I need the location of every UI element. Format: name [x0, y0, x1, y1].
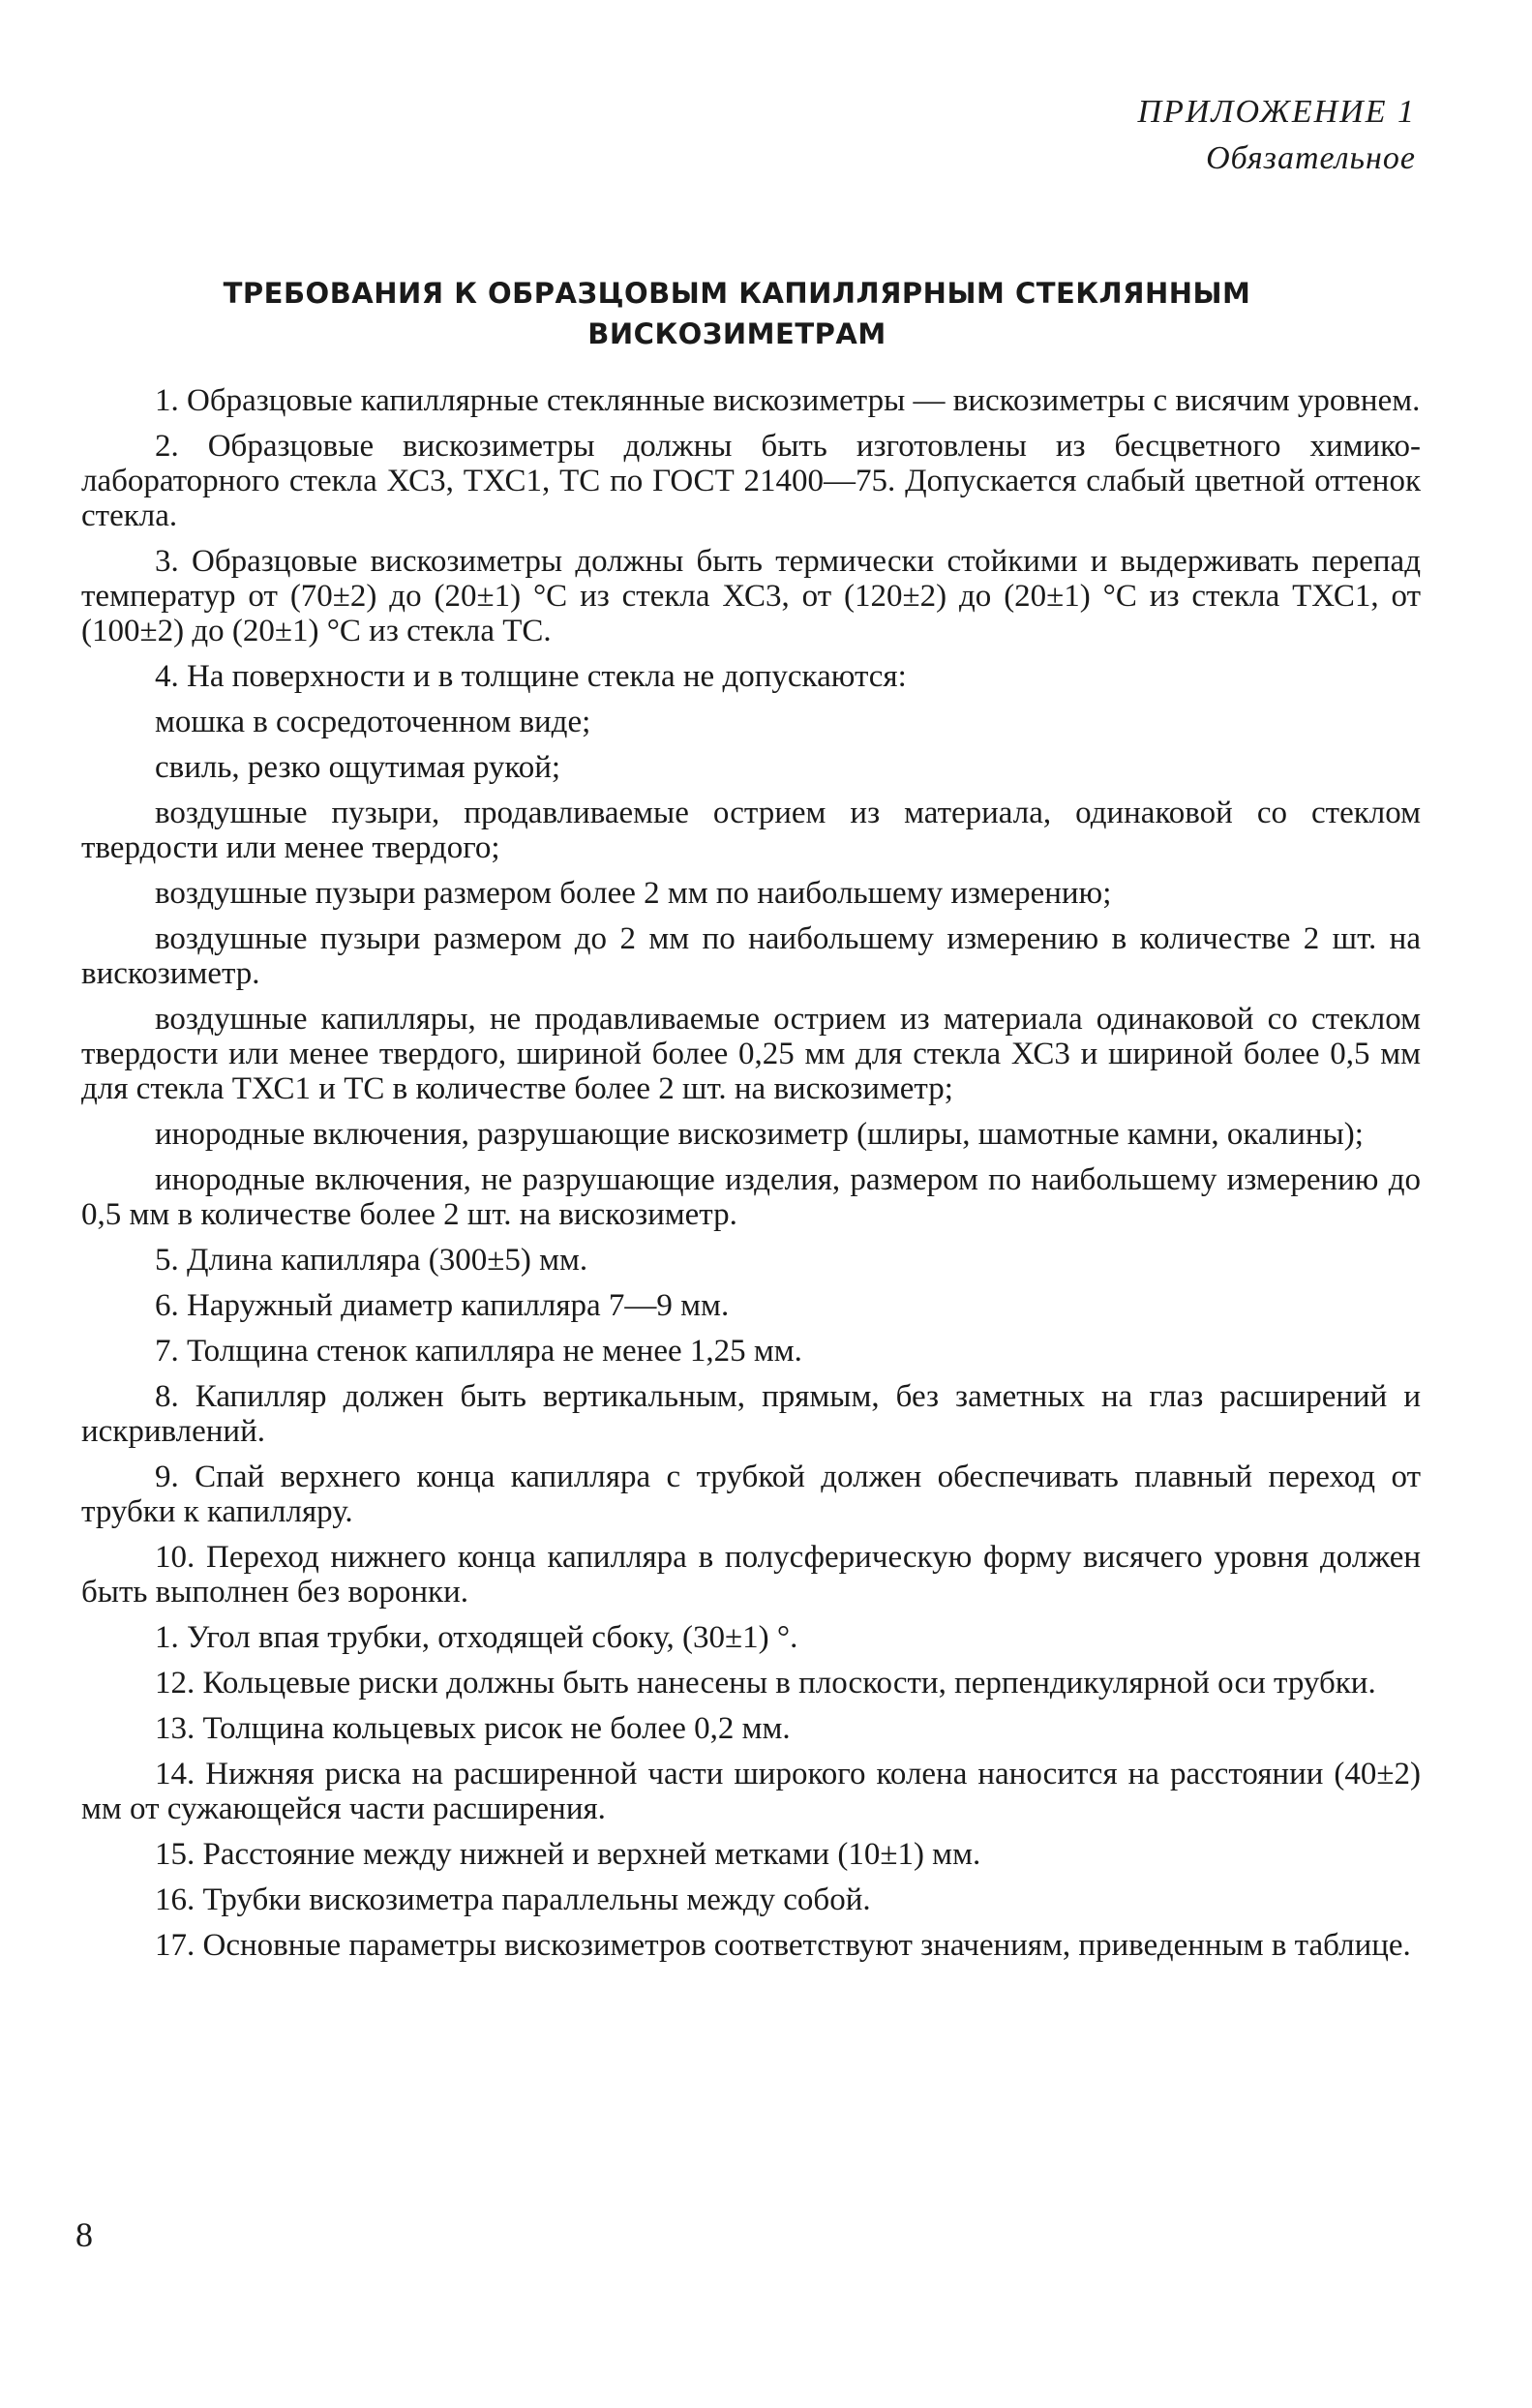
paragraph-13: 13. Толщина кольцевых рисок не более 0,2 мм. — [155, 1711, 791, 1746]
paragraph-2: 2. Образцовые вискозиметры должны быть изготовлены из бесцветного химико-лабораторного стекла ХС3, ТХС1, ТС по ГОСТ 21400—75. Допускается слабый цветной оттенок стекла. — [81, 429, 1421, 533]
paragraph-5: 5. Длина капилляра (300±5) мм. — [155, 1243, 588, 1278]
paragraph-15: 15. Расстояние между нижней и верхней метками (10±1) мм. — [155, 1837, 981, 1872]
defect-item: инородные включения, не разрушающие изделия, размером по наибольшему измерению до 0,5 мм в количестве более 2 шт. на вискозиметр. — [81, 1162, 1421, 1232]
paragraph-3: 3. Образцовые вискозиметры должны быть термически стойкими и выдерживать перепад температур от (70±2) до (20±1) °С из стекла ХС3, от (120±2) до (20±1) °С из стекла ТХС1, от (100±2) до (20±1) °С из стекла ТС. — [81, 544, 1421, 648]
document-title: ТРЕБОВАНИЯ К ОБРАЗЦОВЫМ КАПИЛЛЯРНЫМ СТЕКЛЯННЫМ ВИСКОЗИМЕТРАМ — [223, 277, 1251, 350]
paragraph-7: 7. Толщина стенок капилляра не менее 1,25 мм. — [155, 1334, 802, 1369]
paragraph-16: 16. Трубки вискозиметра параллельны между собой. — [155, 1882, 871, 1917]
paragraph-10: 10. Переход нижнего конца капилляра в полусферическую форму висячего уровня должен быть выполнен без воронки. — [81, 1540, 1421, 1610]
paragraph-4: 4. На поверхности и в толщине стекла не допускаются: — [155, 659, 907, 694]
defect-item: мошка в сосредоточенном виде; — [155, 705, 591, 739]
paragraph-6: 6. Наружный диаметр капилляра 7—9 мм. — [155, 1288, 730, 1323]
paragraph-9: 9. Спай верхнего конца капилляра с трубкой должен обеспечивать плавный переход от трубки к капилляру. — [81, 1460, 1421, 1529]
appendix-status: Обязательное — [1206, 140, 1416, 176]
paragraph-8: 8. Капилляр должен быть вертикальным, прямым, без заметных на глаз расширений и искривлений. — [81, 1379, 1421, 1449]
defect-item: воздушные пузыри размером до 2 мм по наибольшему измерению в количестве 2 шт. на вискозиметр. — [81, 921, 1421, 991]
defect-item: воздушные пузыри, продавливаемые острием из материала, одинаковой со стеклом твердости или менее твердого; — [81, 796, 1421, 865]
paragraph-12: 12. Кольцевые риски должны быть нанесены в плоскости, перпендикулярной оси трубки. — [155, 1666, 1376, 1701]
paragraph-11: 1. Угол впая трубки, отходящей сбоку, (30±1) °. — [155, 1620, 798, 1655]
defect-item: воздушные пузыри размером более 2 мм по наибольшему измерению; — [155, 876, 1112, 911]
paragraph-14: 14. Нижняя риска на расширенной части широкого колена наносится на расстоянии (40±2) мм от сужающейся части расширения. — [81, 1757, 1421, 1826]
paragraph-17: 17. Основные параметры вискозиметров соответствуют значениям, приведенным в таблице. — [155, 1928, 1411, 1963]
defect-item: воздушные капилляры, не продавливаемые острием из материала одинаковой со стеклом твердости или менее твердого, шириной более 0,25 мм для стекла ХС3 и шириной более 0,5 мм для стекла ТХС1 и ТС в количестве более 2 шт. на вискозиметр; — [81, 1002, 1421, 1106]
appendix-label: ПРИЛОЖЕНИЕ 1 — [1137, 94, 1416, 130]
defect-item: свиль, резко ощутимая рукой; — [155, 750, 561, 785]
paragraph-1: 1. Образцовые капиллярные стеклянные вискозиметры — вискозиметры с висячим уровнем. — [155, 383, 1421, 418]
document-body — [81, 383, 1421, 1973]
appendix-header — [1138, 89, 1416, 182]
defect-item: инородные включения, разрушающие вискозиметр (шлиры, шамотные камни, окалины); — [155, 1117, 1364, 1152]
page-number: 8 — [75, 2215, 93, 2254]
